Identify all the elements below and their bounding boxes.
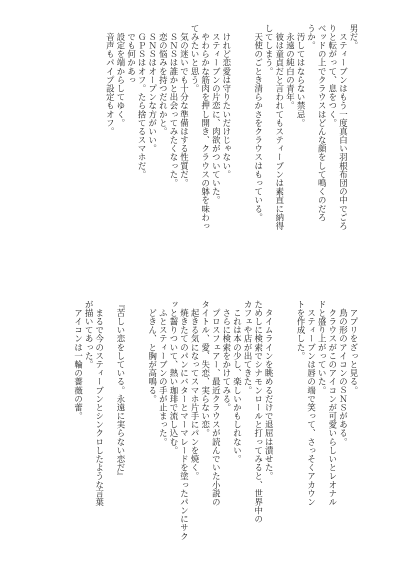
upper-block-line: ＳＮＳはオープンな方がいい。 xyxy=(147,24,158,153)
upper-block-line: スティーブンはもう一度真白い羽根布団の中でごろ xyxy=(338,24,349,231)
upper-block-line: 永遠の純白の青年。 xyxy=(285,24,296,110)
upper-block-line: けれど恋愛は守りたいだけじゃない。 xyxy=(221,24,232,179)
upper-block-line: 気の迷いでも十分な準備はする性質だ。 xyxy=(179,24,190,188)
lower-block-line: ふとスティーブンの手が止まった。 xyxy=(158,300,169,447)
lower-block-line: タイトル、愛、失恋、実らない恋。 xyxy=(200,300,211,438)
lower-block-line xyxy=(105,300,116,562)
lower-block-line: どきん、と胸が高鳴る。 xyxy=(147,300,158,404)
upper-block-line: してしまう。 xyxy=(264,24,275,76)
lower-block-line: 焼きたてのパンにバターとマーマレードを塗ったパンにサク xyxy=(179,300,190,541)
upper-block-line: 汚してはならない禁忌。 xyxy=(296,24,307,128)
lower-block-line xyxy=(137,300,148,562)
lower-block-line: クラウスがこのアイコンが可愛いらしいとレオナル xyxy=(327,300,338,507)
upper-block-line: うか。 xyxy=(306,24,317,50)
upper-block-line: りと転がって、息をつく。 xyxy=(327,24,338,128)
lower-block-line: これは本の少し、楽しいかもしれない。 xyxy=(232,300,243,464)
upper-block-line: 音声もパイプ設定もオフ。 xyxy=(105,24,116,136)
upper-block-line xyxy=(242,24,253,286)
upper-block-line xyxy=(232,24,243,286)
upper-block-line: スティーブンの片恋に、肉欲がついていた。 xyxy=(211,24,222,205)
lower-block-line: が描いてあった。 xyxy=(84,300,95,369)
lower-block-line: ためしに検索でシナモンロールと打ってみると、世界中の xyxy=(253,300,264,524)
lower-block-line: カフェや店が出てきた。 xyxy=(243,300,254,395)
lower-block-line: プロスフェアー、最近クラウスが読んでいた小説の xyxy=(211,300,222,507)
lower-block-line: アイコンは一輪の薔薇の蕾。 xyxy=(73,300,84,421)
lower-block-line: アプリをざっと見る。 xyxy=(349,300,359,395)
lower-block-line: 『苦しい恋をしている。永遠に実らない恋だ』 xyxy=(115,300,126,481)
lower-block-line: まるで今のスティーブンとシンクロしたような言葉 xyxy=(94,300,105,507)
upper-block-line: ＳＮＳは誰かと出会ってみたくなった。 xyxy=(168,24,179,188)
upper-block-line: 設定を端からしてゆく。 xyxy=(115,24,126,128)
upper-block-line: やわらかな筋肉を押し開き、クラウスの躰を味わっ xyxy=(200,24,211,231)
upper-block-line: てみたいと思う。 xyxy=(190,24,201,93)
lower-block-line xyxy=(126,300,137,562)
lower-block-line xyxy=(274,300,285,562)
upper-text-block xyxy=(105,24,359,286)
upper-block-line: 男だ。 xyxy=(349,24,359,50)
upper-block-line: 天使のごとき清らかさをクラウスはもっている。 xyxy=(253,24,264,222)
upper-block-line: 恋の悩みを持つだれかと。 xyxy=(158,24,169,136)
lower-block-line: さらに検索をかけてみる。 xyxy=(221,300,232,412)
upper-block-line: でも何かあっ xyxy=(126,24,137,85)
upper-block-line: ベッドの上でクラウスはどんな顔をして鳴くのだろ xyxy=(317,24,328,222)
lower-block-line: タイムラインを眺めるだけで退屈は潰せた。 xyxy=(264,300,275,481)
lower-block-line: スティーブンは唇の端で笑って、さっそくアカウン xyxy=(306,300,317,507)
lower-block-line: 鳥の形のアイコンのＳＮＳがある。 xyxy=(338,300,349,447)
lower-block-line: ドと盛り上がっていた。 xyxy=(317,300,328,395)
lower-block-line: トを作成した。 xyxy=(296,300,307,361)
lower-block-line: ッと齧りついて、熱い珈琲で流し込む。 xyxy=(168,300,179,455)
lower-block-line: 起きる気になってスマホ片手にパンを焼く。 xyxy=(190,300,201,481)
lower-text-block xyxy=(73,300,359,562)
upper-block-line: ＧＰＳはオフ。たら捨てるスマホだ。 xyxy=(137,24,148,179)
lower-block-line xyxy=(285,300,296,562)
upper-block-line: 彼は童貞だと言われてもスティーブンは素直に納得 xyxy=(274,24,285,231)
